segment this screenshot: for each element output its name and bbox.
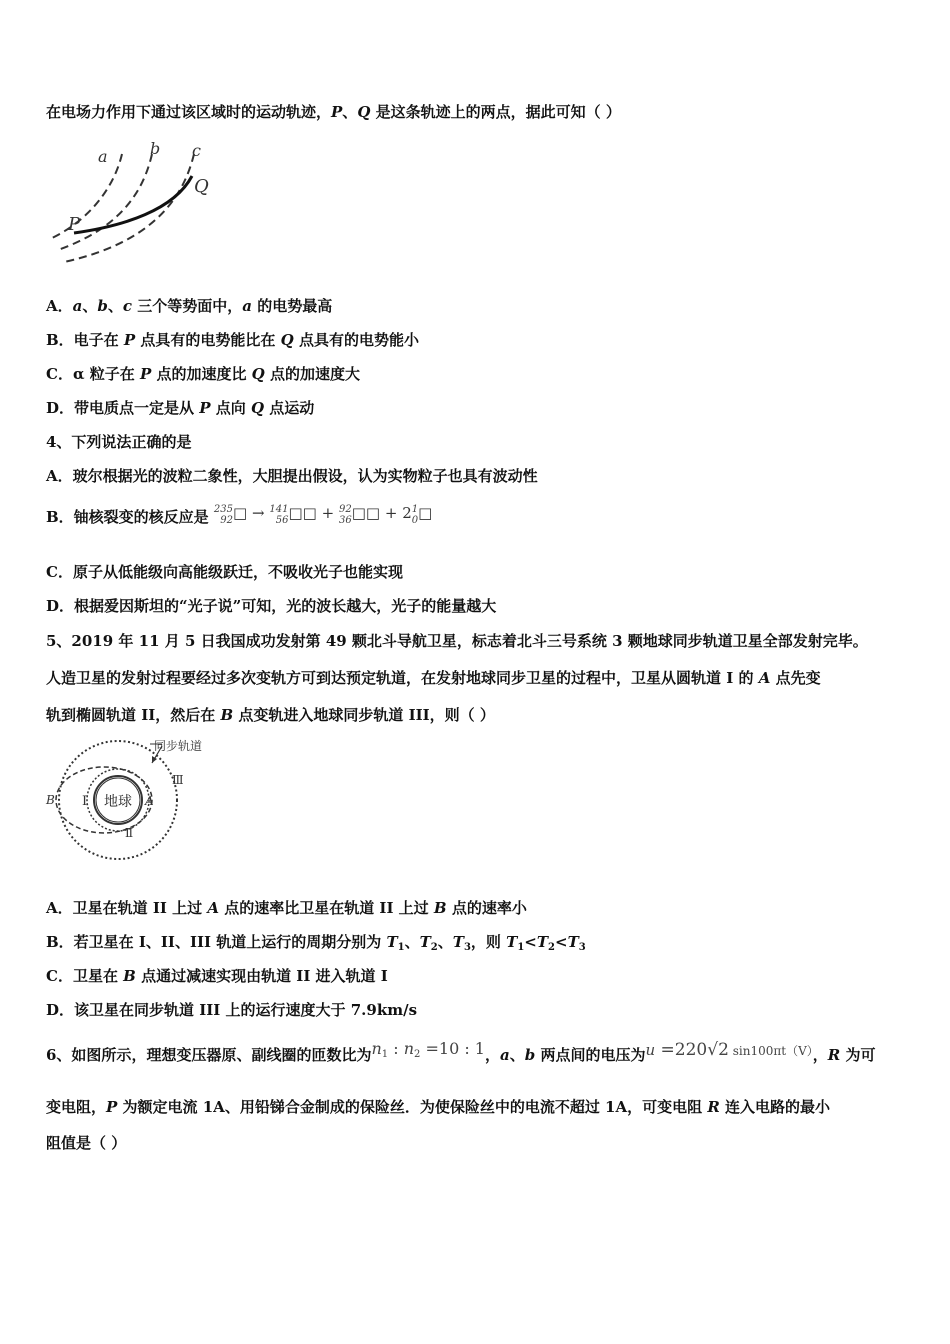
label-a: a (98, 147, 108, 166)
q5-line2: 人造卫星的发射过程要经过多次变轨方可到达预定轨道，在发射地球同步卫星的过程中，卫星从圆轨道 I 的 A 点先变 (46, 669, 821, 687)
turns-ratio: $n_1$ : $n_2 =10$ : 1 (371, 1039, 485, 1060)
label-a: A (145, 794, 154, 808)
q5-option-c: C．卫星在 B 点通过减速实现由轨道 II 进入轨道 I (46, 967, 388, 985)
q4-title: 4、下列说法正确的是 (46, 433, 192, 451)
q5-line1: 5、2019 年 11 月 5 日我国成功发射第 49 颗北斗导航卫星，标志着北斗三号系统 3 颗地球同步轨道卫星全部发射完毕。 (46, 632, 868, 650)
q5-orbit-figure (42, 738, 218, 862)
earth-label: 地球 (104, 794, 132, 810)
q4-option-a: A．玻尔根据光的波粒二象性，大胆提出假设，认为实物粒子也具有波动性 (46, 467, 538, 485)
voltage-expression: u =220√2 sin100πt（V） (645, 1040, 813, 1060)
q4-option-d: D．根据爱因斯坦的“光子说”可知，光的波长越大，光子的能量越大 (46, 597, 497, 615)
sync-orbit-title: 同步轨道 (154, 739, 203, 753)
label-p: P (68, 214, 81, 235)
fission-equation: 235 92□ → 141 56□□ + 92 36□□ + 21 0□ (213, 504, 433, 526)
label-b: B (46, 793, 55, 807)
label-orbit-ii: Ⅱ (125, 826, 134, 840)
q3-equipotential-figure (44, 138, 234, 270)
q3-intro: 在电场力作用下通过该区域时的运动轨迹，P、Q 是这条轨迹上的两点，据此可知（ ） (46, 103, 621, 121)
q6-line1: 6、如图所示，理想变压器原、副线圈的匝数比为$n_1$ : $n_2 =10$ : 1，a、b 两点间的电压为u =220√2 sin100πt（V），R 为可 (46, 1039, 876, 1064)
label-b: b (150, 139, 161, 158)
q5-option-d: D．该卫星在同步轨道 III 上的运行速度大于 7.9km/s (46, 1001, 418, 1019)
q3-option-b: B．电子在 P 点具有的电势能比在 Q 点具有的电势能小 (46, 331, 419, 349)
q3-option-a: A．a、b、c 三个等势面中，a 的电势最高 (46, 297, 333, 315)
q5-option-b: B．若卫星在 I、II、III 轨道上运行的周期分别为 $T_1$、$T_2$、$T_3$，则 $T_1<T_2<T_3$ (46, 933, 586, 953)
label-q: Q (194, 176, 209, 197)
q5-line3: 轨到椭圆轨道 II，然后在 B 点变轨进入地球同步轨道 III，则（ ） (46, 706, 495, 724)
q4-option-c: C．原子从低能级向高能级跃迁，不吸收光子也能实现 (46, 563, 403, 581)
label-orbit-i: I (82, 794, 88, 809)
q3-option-c: C．α 粒子在 P 点的加速度比 Q 点的加速度大 (46, 365, 360, 383)
q6-line2: 变电阻，P 为额定电流 1A、用铅锑合金制成的保险丝．为使保险丝中的电流不超过 1A，可变电阻 R 连入电路的最小 (46, 1098, 831, 1116)
label-c: c (192, 141, 201, 160)
q5-option-a: A．卫星在轨道 II 上过 A 点的速率比卫星在轨道 II 上过 B 点的速率小 (46, 899, 527, 917)
label-orbit-iii: Ⅲ (172, 773, 184, 787)
q6-line3: 阻值是（ ） (46, 1134, 127, 1152)
q3-option-d: D．带电质点一定是从 P 点向 Q 点运动 (46, 399, 315, 417)
q4-option-b: B．铀核裂变的核反应是 235 92□ → 141 56□□ + 92 36□□ + 21 0□ (46, 504, 433, 526)
